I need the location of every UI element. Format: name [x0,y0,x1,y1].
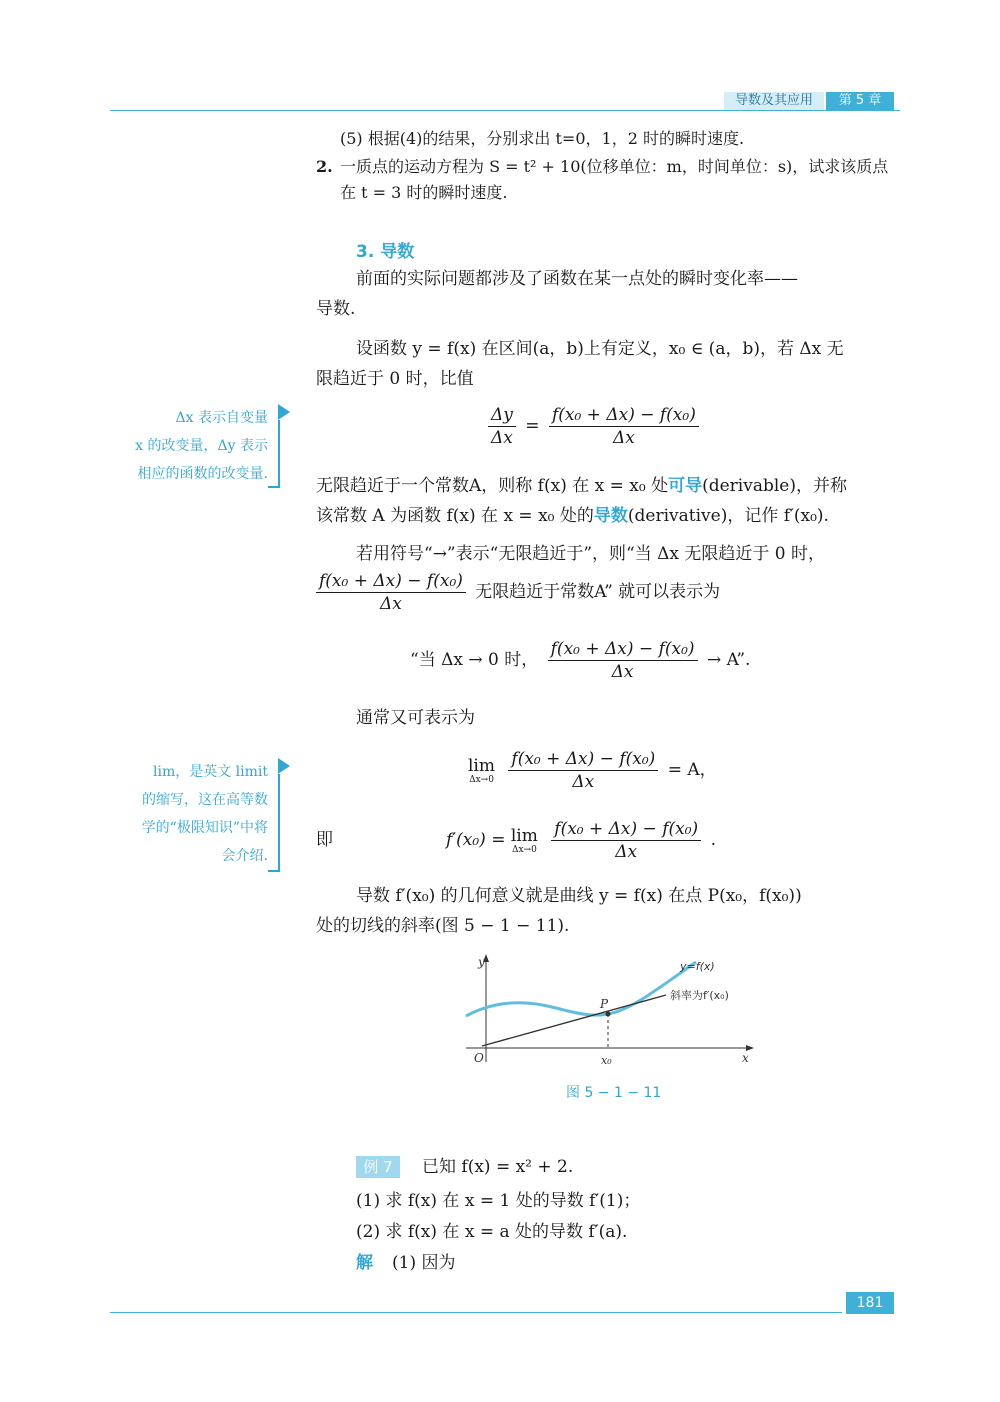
derivative-text-b: (derivative)，记作 f′(x₀). [627,506,829,526]
side-note-lim-line4: 会介绍. [221,848,268,864]
derivable-line [316,472,847,500]
example-question-1: (1) 求 f(x) 在 x = 1 处的导数 f′(1)； [356,1191,641,1211]
figure-caption: 图 5 − 1 − 11 [566,1085,662,1101]
curve-y-fx [466,962,696,1016]
derivative-line [316,502,829,530]
side-note-lim-bracket [268,774,280,872]
x-axis-label: x [742,1051,749,1065]
exercise-2-number: 2. [316,157,333,176]
limit-operator [468,757,495,785]
fprime-formula [446,818,716,863]
fprime-fraction-numerator: f(x₀ + Δx) − f(x₀) [551,818,701,841]
point-p-marker [606,1012,611,1017]
geometric-line2: 处的切线的斜率(图 5 − 1 − 11). [316,916,570,936]
solution-label: 解 [356,1253,373,1273]
symbol-fraction-denominator: Δx [380,594,402,614]
footer-rule [110,1312,842,1313]
limit-fraction-numerator: f(x₀ + Δx) − f(x₀) [508,748,658,771]
intro-line1: 前面的实际问题都涉及了函数在某一点处的瞬时变化率—— [356,269,798,289]
side-note-delta-bracket [268,420,280,488]
curve-label: y=f(x) [680,960,715,973]
quote-fraction-denominator: Δx [611,662,634,682]
side-note-lim-line2: 的缩写，这在高等数 [142,792,268,808]
side-note-delta-line3: 相应的函数的改变量. [137,466,268,482]
geometric-line1: 导数 f′(x₀) 的几何意义就是曲线 y = f(x) 在点 P(x₀，f(x₀)) [356,886,802,906]
derivative-term: 导数 [593,506,628,526]
page-number: 181 [846,1292,894,1314]
limit-formula [468,748,717,793]
point-p-label: P [600,997,609,1011]
fprime-limit-subscript: Δx→0 [511,844,537,855]
example-question-2: (2) 求 f(x) 在 x = a 处的导数 f′(a). [356,1222,628,1242]
quote-fraction [548,638,698,683]
quote-fraction-numerator: f(x₀ + Δx) − f(x₀) [548,638,698,661]
y-axis-label: y [478,955,485,969]
side-note-lim-line1: lim，是英文 limit [152,764,268,780]
ratio-formula [484,404,703,449]
fprime-lhs: f′(x₀) = [446,830,506,850]
example-badge: 例 7 [356,1156,400,1178]
symbol-fraction-numerator: f(x₀ + Δx) − f(x₀) [316,570,466,593]
side-note-delta [100,404,268,488]
symbol-line1: 若用符号“→”表示“无限趋近于”，则“当 Δx 无限趋近于 0 时， [356,544,825,564]
chapter-title: 导数及其应用 [724,92,824,110]
example-statement: 已知 f(x) = x² + 2. [422,1157,574,1177]
fprime-tail: . [710,830,716,850]
fprime-limit-word: lim [510,825,538,846]
fprime-limit-operator [511,827,538,855]
side-note-lim-line3: 学的“极限知识”中将 [141,820,268,836]
fprime-fraction [551,818,701,863]
chapter-number: 第 5 章 [826,92,894,110]
limit-word: lim [468,755,495,776]
symbol-line2-tail: 无限趋近于常数A” 就可以表示为 [475,582,721,602]
derivable-text-b: (derivable)，并称 [702,476,847,496]
quote-text-b: → A”. [706,650,751,670]
quote-text-a: “当 Δx → 0 时， [410,650,539,670]
symbol-line2 [312,570,720,615]
side-note-delta-arrow-icon [278,404,290,420]
side-note-lim [100,758,268,870]
slope-label: 斜率为f′(x₀) [670,989,729,1002]
ji-word: 即 [316,830,333,850]
limit-fraction [508,748,658,793]
origin-label: O [474,1051,484,1065]
exercise-2-line1: 一质点的运动方程为 S = t² + 10(位移单位：m，时间单位：s)，试求该质点 [340,157,889,176]
exercise-2-line2: 在 t = 3 时的瞬时速度. [340,183,508,202]
limit-fraction-denominator: Δx [572,772,595,792]
difference-quotient [549,404,699,449]
definition-line2: 限趋近于 0 时，比值 [316,369,474,389]
side-note-delta-line2: x 的改变量，Δy 表示 [135,438,268,454]
tangent-figure [456,950,766,1074]
fprime-fraction-denominator: Δx [615,842,638,862]
derivable-text-a: 无限趋近于一个常数A，则称 f(x) 在 x = x₀ 处 [316,476,669,496]
derivative-text-a: 该常数 A 为函数 f(x) 在 x = x₀ 处的 [316,506,594,526]
definition-line1: 设函数 y = f(x) 在区间(a，b)上有定义，x₀ ∈ (a，b)，若 Δx 无 [356,339,844,359]
ratio-rhs-denominator: Δx [612,428,635,448]
symbol-fraction [316,570,466,615]
ratio-equals: = [525,416,540,436]
limit-tail: = A， [667,760,717,780]
ratio-lhs-denominator: Δx [491,428,513,448]
solution-text: (1) 因为 [392,1253,456,1273]
derivable-term: 可导 [668,476,703,496]
side-note-lim-arrow-icon [278,758,290,774]
header-rule [110,110,900,111]
exercise-item-5: (5) 根据(4)的结果，分别求出 t=0，1，2 时的瞬时速度. [340,129,745,148]
x0-label: x₀ [601,1054,612,1067]
quote-formula [410,638,750,683]
section-title: 3. 导数 [356,242,415,262]
ratio-lhs-numerator: Δy [488,404,516,427]
ratio-rhs-numerator: f(x₀ + Δx) − f(x₀) [549,404,699,427]
side-note-delta-line1: Δx 表示自变量 [175,410,268,426]
limit-subscript: Δx→0 [469,774,494,785]
intro-line2: 导数. [316,299,356,319]
usually-line: 通常又可表示为 [356,708,475,728]
delta-ratio [488,404,516,449]
